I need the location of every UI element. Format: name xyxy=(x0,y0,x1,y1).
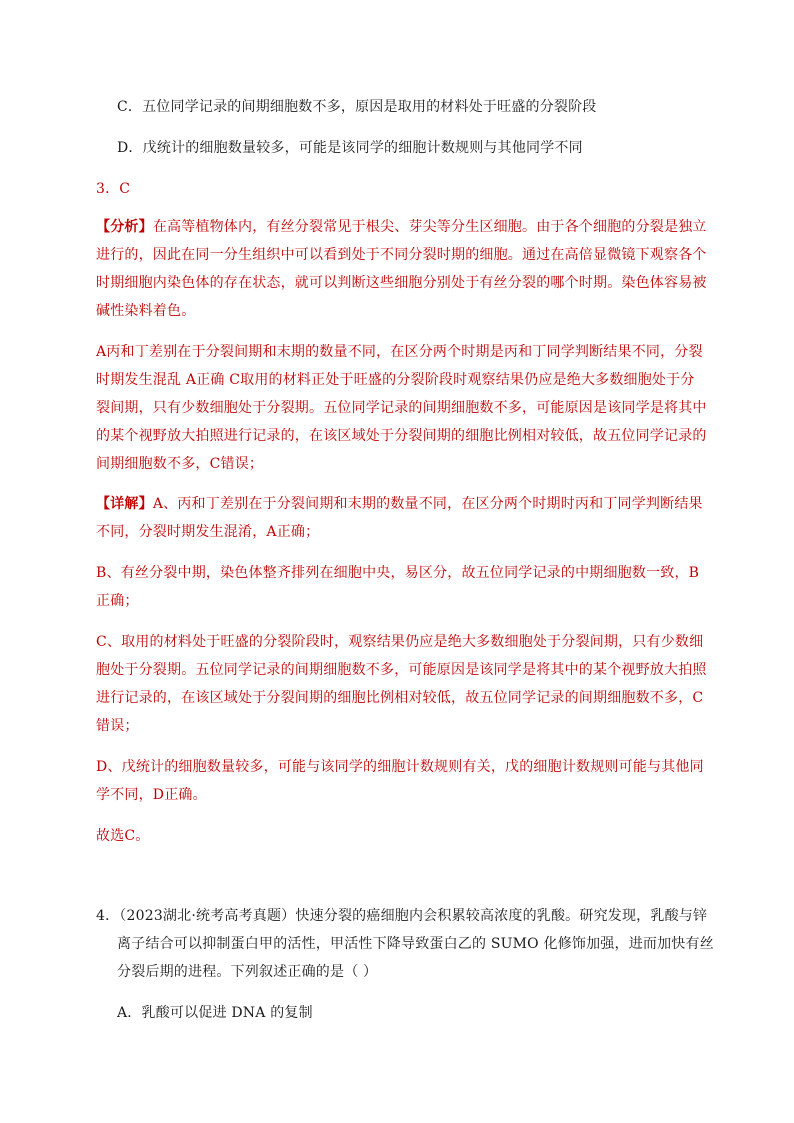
q3-analysis-line-1: 【分析】在高等植物体内，有丝分裂常见于根尖、芽尖等分生区细胞。由于各个细胞的分裂是独立 xyxy=(96,219,707,235)
q4-stem-line-1: 4．（2023湖北·统考高考真题）快速分裂的癌细胞内会积累较高浓度的乳酸。研究发现，乳酸与锌 xyxy=(96,908,708,924)
option-c-prev: C．五位同学记录的间期细胞数不多，原因是取用的材料处于旺盛的分裂阶段 xyxy=(117,99,597,115)
q3-conclusion: 故选C。 xyxy=(96,828,150,844)
q3-detail-d-line-2: 学不同，D正确。 xyxy=(96,787,207,803)
q3-detail-c-line-3: 进行记录的，在该区域处于分裂间期的细胞比例相对较低，故五位同学记录的间期细胞数不多，C xyxy=(96,690,704,706)
q4-stem-line-3: 分裂后期的进程。下列叙述正确的是（ ） xyxy=(117,964,378,980)
detail-tag: 【详解】 xyxy=(96,496,153,512)
q3-analysis2-line-1: A丙和丁差别在于分裂间期和末期的数量不同，在区分两个时期是丙和丁同学判断结果不同，分裂 xyxy=(96,344,703,360)
q3-detail-a-line-2: 不同，分裂时期发生混淆，A正确； xyxy=(96,524,320,540)
analysis-tag: 【分析】 xyxy=(96,219,153,235)
q3-detail-c-line-2: 胞处于分裂期。五位同学记录的间期细胞数不多，可能原因是该同学是将其中的某个视野放大拍照 xyxy=(96,662,707,678)
q3-detail-c-line-1: C、取用的材料处于旺盛的分裂阶段时，观察结果仍应是绝大多数细胞处于分裂间期，只有少数细 xyxy=(96,634,704,650)
q4-stem-line-2: 离子结合可以抑制蛋白甲的活性，甲活性下降导致蛋白乙的 SUMO 化修饰加强，进而加快有丝 xyxy=(117,936,714,952)
q3-analysis2-line-4: 的某个视野放大拍照进行记录的，在该区域处于分裂间期的细胞比例相对较低，故五位同学记录的 xyxy=(96,428,707,444)
q4-option-a: A．乳酸可以促进 DNA 的复制 xyxy=(117,1005,313,1021)
q3-detail-d-line-1: D、戊统计的细胞数量较多，可能与该同学的细胞计数规则有关，戊的细胞计数规则可能与其他同 xyxy=(96,759,704,775)
q3-detail-b-line-1: B、有丝分裂中期，染色体整齐排列在细胞中央，易区分，故五位同学记录的中期细胞数一致，B xyxy=(96,565,700,581)
q3-detail-c-line-4: 错误； xyxy=(96,718,139,734)
q3-analysis2-line-2: 时期发生混乱 A正确 C取用的材料正处于旺盛的分裂阶段时观察结果仍应是绝大多数细胞处于分 xyxy=(96,372,695,388)
q3-analysis2-line-3: 裂间期，只有少数细胞处于分裂期。五位同学记录的间期细胞数不多，可能原因是该同学是将其中 xyxy=(96,400,707,416)
q3-detail-a-line-1: 【详解】A、丙和丁差别在于分裂间期和末期的数量不同，在区分两个时期时丙和丁同学判断结果 xyxy=(96,496,703,512)
q3-analysis2-line-5: 间期细胞数不多，C错误； xyxy=(96,456,264,472)
q3-analysis-line-3: 时期细胞内染色体的存在状态，就可以判断这些细胞分别处于有丝分裂的哪个时期。染色体容易被 xyxy=(96,275,707,291)
q3-analysis-line-2: 进行的，因此在同一分生组织中可以看到处于不同分裂时期的细胞。通过在高倍显微镜下观察各个 xyxy=(96,247,707,263)
option-d-prev: D．戊统计的细胞数量较多，可能是该同学的细胞计数规则与其他同学不同 xyxy=(117,140,583,156)
q3-answer: 3．C xyxy=(96,181,131,197)
q3-detail-b-line-2: 正确； xyxy=(96,593,139,609)
q3-analysis-line-4: 碱性染料着色。 xyxy=(96,303,196,319)
